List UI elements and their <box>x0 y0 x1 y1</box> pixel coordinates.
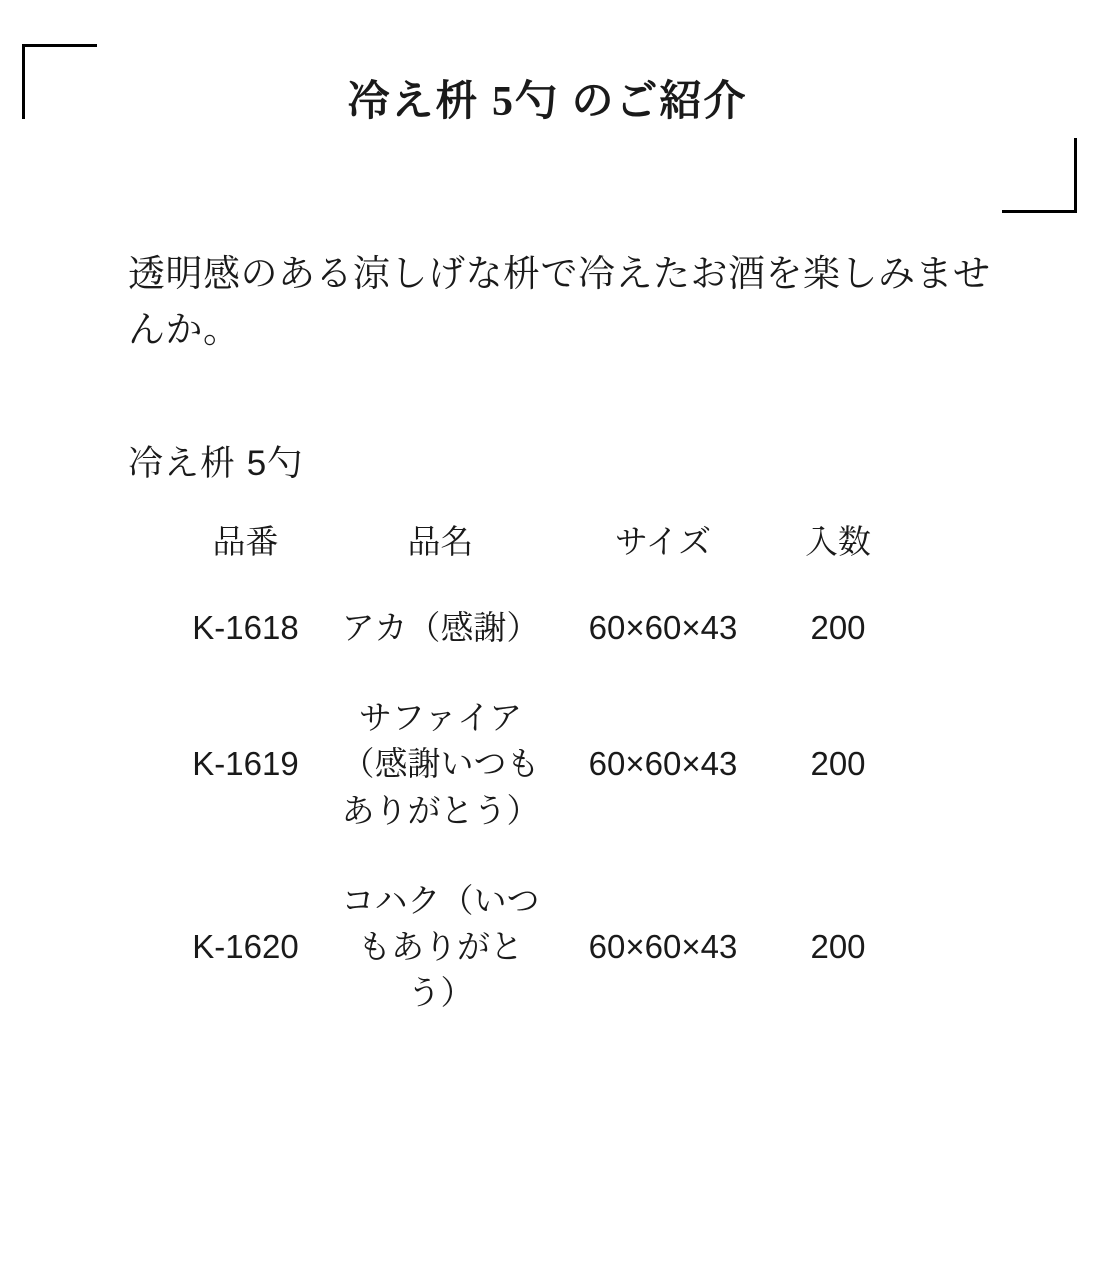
cell-quantity: 200 <box>810 927 866 965</box>
page-title: 冷え枡 5勺 のご紹介 <box>347 79 748 125</box>
decorative-corner-top-left <box>22 44 97 119</box>
table-header-row <box>158 514 898 583</box>
table-row <box>158 583 898 673</box>
cell-code: K-1619 <box>192 745 299 783</box>
column-header-name: 品名 <box>407 523 474 561</box>
cell-name: コハク（いつもありがとう） <box>341 881 540 1012</box>
cell-quantity: 200 <box>810 745 866 783</box>
lead-paragraph: 透明感のある涼しげな枡で冷えたお酒を楽しみませんか。 <box>128 253 991 351</box>
cell-quantity: 200 <box>810 609 866 647</box>
document-content <box>0 246 991 1038</box>
decorative-corner-top-right <box>1002 138 1077 213</box>
table-row <box>158 673 898 856</box>
cell-code: K-1618 <box>192 609 299 647</box>
cell-code: K-1620 <box>192 927 299 965</box>
cell-size: 60×60×43 <box>588 927 738 965</box>
cell-size: 60×60×43 <box>588 745 738 783</box>
product-section-label: 冷え枡 5勺 <box>128 444 304 484</box>
column-header-quantity: 入数 <box>805 523 871 561</box>
column-header-size: サイズ <box>614 523 712 561</box>
cell-name: サファイア（感謝いつもありがとう） <box>341 699 540 829</box>
cell-size: 60×60×43 <box>588 609 738 647</box>
product-spec-table <box>158 514 898 1038</box>
table-row <box>158 856 898 1039</box>
cell-name: アカ（感謝） <box>341 609 540 647</box>
column-header-code: 品番 <box>212 523 279 561</box>
